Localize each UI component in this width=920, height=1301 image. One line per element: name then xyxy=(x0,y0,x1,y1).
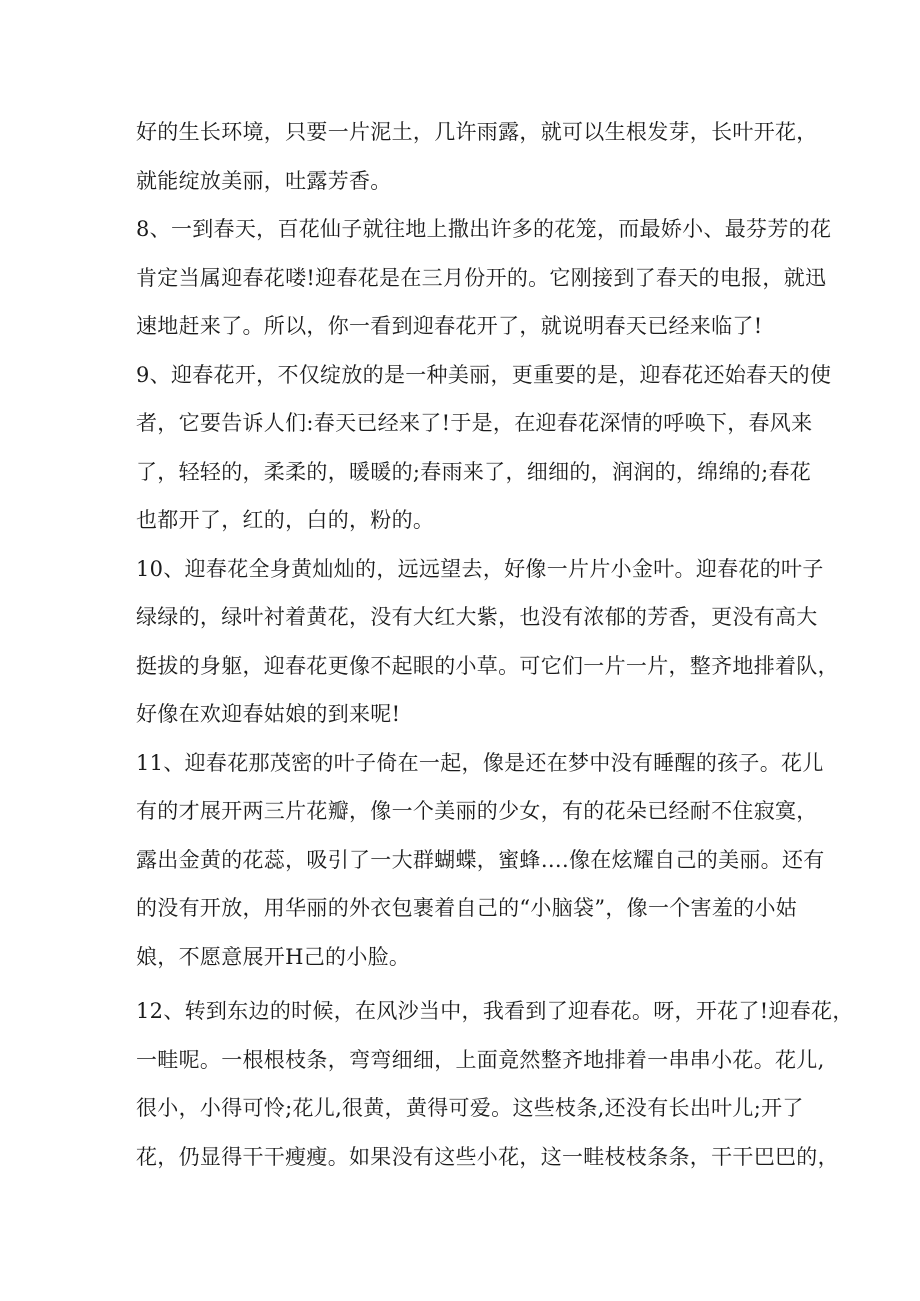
text-line: 很小，小得可怜;花儿,很黄，黄得可爱。这些枝条,还没有长出叶儿;开了 xyxy=(136,1096,804,1120)
text-line: 的没有开放，用华丽的外衣包裹着自己的“小脑袋”，像一个害羞的小姑 xyxy=(136,896,798,920)
text-line: 花，仍显得干干瘦瘦。如果没有这些小花，这一畦枝枝条条，干干巴巴的， xyxy=(136,1144,839,1169)
text-line: 露出金黄的花蕊，吸引了一大群蝴蝶，蜜蜂….像在炫耀自己的美丽。还有 xyxy=(136,847,825,872)
text-line: 了，轻轻的，柔柔的，暖暖的;春雨来了，细细的，润润的，绵绵的;春花 xyxy=(136,459,812,484)
paragraph-8-line: 8、一到春天，百花仙子就往地上撒出许多的花笼，而最娇小、最芬芳的花 xyxy=(136,217,832,241)
text-line: 者，它要告诉人们:春天已经来了!于是，在迎春花深情的呼唤下，春风来 xyxy=(136,411,813,435)
text-line: 肯定当属迎春花喽!迎春花是在三月份开的。它刚接到了春天的电报，就迅 xyxy=(136,265,827,290)
text-line: 好像在欢迎春姑娘的到来呢! xyxy=(136,702,401,726)
text-line: 娘，不愿意展开H己的小脸。 xyxy=(136,944,411,969)
paragraph-10-line: 10、迎春花全身黄灿灿的，远远望去，好像一片片小金叶。迎春花的叶子 xyxy=(136,556,824,581)
text-line: 绿绿的，绿叶衬着黄花，没有大红大紫，也没有浓郁的芳香，更没有高大 xyxy=(136,605,818,629)
paragraph-9-line: 9、迎春花开，不仅绽放的是一种美丽，更重要的是，迎春花还始春天的使 xyxy=(136,362,832,387)
body-text xyxy=(136,108,854,1181)
text-line: 就能绽放美丽，吐露芳香。 xyxy=(136,168,392,193)
text-line: 有的才展开两三片花瓣，像一个美丽的少女，有的花朵已经耐不住寂寞， xyxy=(136,799,818,823)
text-line: 好的生长环境，只要一片泥土，几许雨露，就可以生根发芽，长叶开花， xyxy=(136,120,818,144)
paragraph-12-line: 12、转到东边的时候，在风沙当中，我看到了迎春花。呀，开花了!迎春花， xyxy=(136,999,854,1023)
text-line: 速地赶来了。所以，你一看到迎春花开了，就说明春天已经来临了! xyxy=(136,314,763,338)
text-line: 也都开了，红的，白的，粉的。 xyxy=(136,508,435,532)
text-line: 一畦呢。一根根枝条，弯弯细细，上面竟然整齐地排着一串串小花。花儿, xyxy=(136,1047,825,1072)
text-line: 挺拔的身躯，迎春花更像不起眼的小草。可它们一片一片，整齐地排着队， xyxy=(136,653,839,678)
paragraph-11-line: 11、迎春花那茂密的叶子倚在一起，像是还在梦中没有睡醒的孩子。花儿 xyxy=(136,750,824,775)
